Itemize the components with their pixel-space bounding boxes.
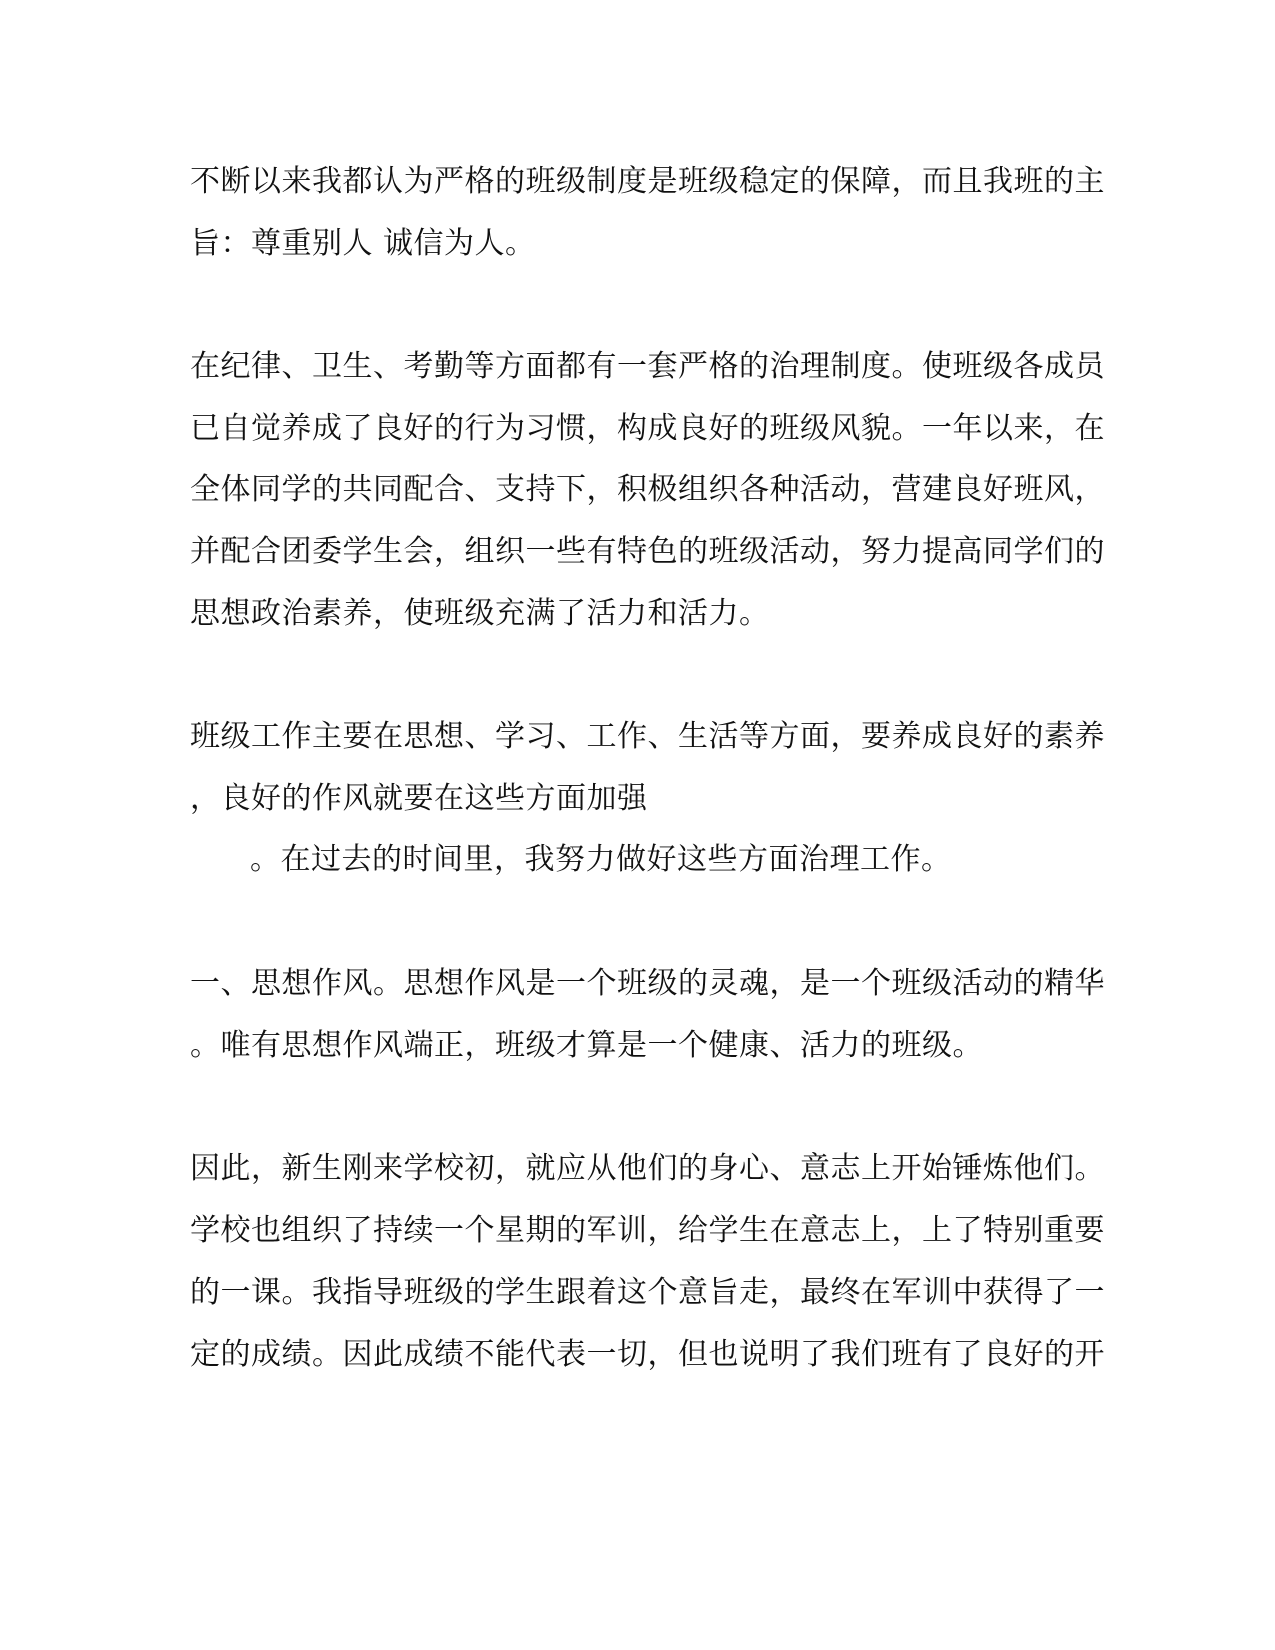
text-line: 思想政治素养，使班级充满了活力和活力。 <box>190 596 770 631</box>
text-line: 学校也组织了持续一个星期的军训，给学生在意志上，上了特别重要 <box>190 1213 1105 1248</box>
text-line: 。在过去的时间里，我努力做好这些方面治理工作。 <box>250 842 952 877</box>
text-line: 定的成绩。因此成绩不能代表一切，但也说明了我们班有了良好的开 <box>190 1337 1105 1372</box>
text-line: 不断以来我都认为严格的班级制度是班级稳定的保障，而且我班的主 <box>190 164 1105 199</box>
text-line: 一、思想作风。思想作风是一个班级的灵魂，是一个班级活动的精华 <box>190 966 1105 1001</box>
text-line: 因此，新生刚来学校初，就应从他们的身心、意志上开始锤炼他们。 <box>190 1151 1105 1186</box>
text-line: 并配合团委学生会，组织一些有特色的班级活动，努力提高同学们的 <box>190 534 1105 569</box>
text-line: 的一课。我指导班级的学生跟着这个意旨走，最终在军训中获得了一 <box>190 1275 1105 1310</box>
text-line: 。唯有思想作风端正，班级才算是一个健康、活力的班级。 <box>190 1028 983 1063</box>
text-line: 班级工作主要在思想、学习、工作、生活等方面，要养成良好的素养 <box>190 719 1105 754</box>
text-line: ，良好的作风就要在这些方面加强 <box>190 781 648 816</box>
text-line: 已自觉养成了良好的行为习惯，构成良好的班级风貌。一年以来，在 <box>190 411 1105 446</box>
text-line: 在纪律、卫生、考勤等方面都有一套严格的治理制度。使班级各成员 <box>190 349 1105 384</box>
text-line: 旨：尊重别人 诚信为人。 <box>190 226 536 261</box>
text-line: 全体同学的共同配合、支持下，积极组织各种活动，营建良好班风， <box>190 472 1105 507</box>
